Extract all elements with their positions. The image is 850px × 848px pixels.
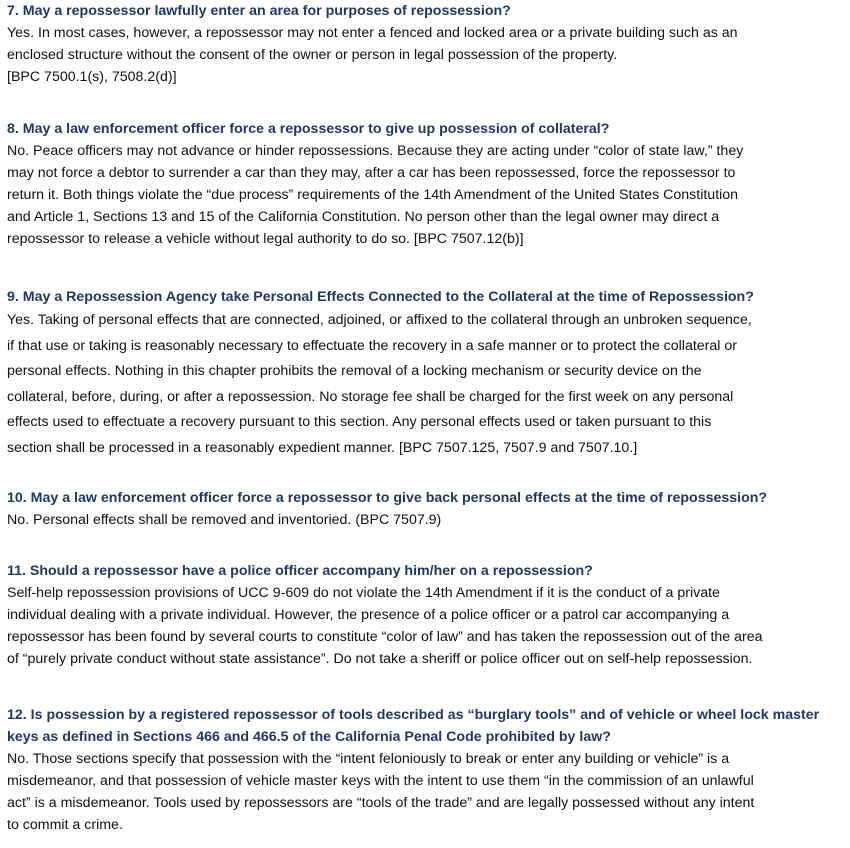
answer-9-line: collateral, before, during, or after a repossession. No storage fee shall be charged for the first week on any personal [7, 388, 734, 405]
answer-9-line: personal effects. Nothing in this chapter prohibits the removal of a locking mechanism or security device on the [7, 363, 702, 380]
question-10: 10. May a law enforcement officer force a repossessor to give back personal effects at the time of repossession? [7, 490, 768, 506]
question-7: 7. May a repossessor lawfully enter an area for purposes of repossession? [7, 3, 511, 19]
answer-11 [7, 582, 847, 670]
answer-7-line: Yes. In most cases, however, a repossessor may not enter a fenced and locked area or a private building such as an [7, 25, 738, 41]
answer-8-line: return it. Both things violate the “due process” requirements of the 14th Amendment of the United States Constitution [7, 187, 739, 203]
answer-11-line: of “purely private conduct without state assistance”. Do not take a sheriff or police officer out on self-help repossession. [7, 651, 753, 667]
answer-9-line: section shall be processed in a reasonably expedient manner. [BPC 7507.125, 7507.9 and 7507.10.] [7, 439, 638, 456]
answer-10-line: No. Personal effects shall be removed and inventoried. (BPC 7507.9) [7, 512, 442, 528]
answer-12-line: No. Those sections specify that possession with the “intent feloniously to break or enter any building or vehicle” is a [7, 751, 730, 767]
answer-12 [7, 748, 847, 836]
answer-9-line: if that use or taking is reasonably necessary to effectuate the recovery in a safe manner or to protect the collateral or [7, 337, 737, 354]
answer-8 [7, 140, 847, 250]
question-9: 9. May a Repossession Agency take Personal Effects Connected to the Collateral at the time of Repossession? [7, 289, 754, 305]
answer-8-line: repossessor to release a vehicle without legal authority to do so. [BPC 7507.12(b)] [7, 231, 524, 247]
faq-item-10 [7, 487, 847, 531]
answer-12-line: to commit a crime. [7, 817, 123, 833]
faq-item-7 [7, 0, 847, 88]
answer-12-line: act” is a misdemeanor. Tools used by repossessors are “tools of the trade” and are legally possessed without any intent [7, 795, 755, 811]
answer-9-line: Yes. Taking of personal effects that are connected, adjoined, or affixed to the collateral through an unbroken sequence, [7, 312, 752, 328]
answer-11-line: individual dealing with a private individual. However, the presence of a police officer or a patrol car accompanying a [7, 607, 730, 623]
answer-12-line: misdemeanor, and that possession of vehicle master keys with the intent to use them “in the commission of an unlawful [7, 773, 754, 789]
faq-item-8 [7, 118, 847, 250]
faq-item-11 [7, 560, 847, 670]
question-12-line: 12. Is possession by a registered repossessor of tools described as “burglary tools” and of vehicle or wheel lock master [7, 707, 820, 723]
answer-8-line: and Article 1, Sections 13 and 15 of the California Constitution. No person other than the legal owner may direct a [7, 209, 720, 225]
faq-item-12 [7, 704, 847, 836]
question-12 [7, 704, 847, 748]
answer-11-line: Self-help repossession provisions of UCC 9-609 do not violate the 14th Amendment if it is the conduct of a private [7, 585, 720, 601]
answer-9 [7, 308, 847, 462]
answer-8-line: may not force a debtor to surrender a car than they may, after a car has been repossessed, force the repossessor to [7, 165, 736, 181]
faq-item-9 [7, 286, 847, 462]
question-12-line: keys as defined in Sections 466 and 466.5 of the California Penal Code prohibited by law? [7, 729, 611, 745]
answer-7-line: enclosed structure without the consent of the owner or person in legal possession of the property. [7, 47, 618, 63]
question-11: 11. Should a repossessor have a police officer accompany him/her on a repossession? [7, 563, 593, 579]
answer-7-line: [BPC 7500.1(s), 7508.2(d)] [7, 69, 177, 85]
question-8: 8. May a law enforcement officer force a repossessor to give up possession of collateral? [7, 121, 610, 137]
answer-7 [7, 22, 847, 88]
answer-9-line: effects used to effectuate a recovery pursuant to this section. Any personal effects used or taken pursuant to this [7, 414, 712, 431]
answer-8-line: No. Peace officers may not advance or hinder repossessions. Because they are acting under “color of state law,” they [7, 143, 744, 159]
answer-11-line: repossessor has been found by several courts to constitute “color of law” and has taken the repossession out of the area [7, 629, 763, 645]
answer-10 [7, 509, 847, 531]
